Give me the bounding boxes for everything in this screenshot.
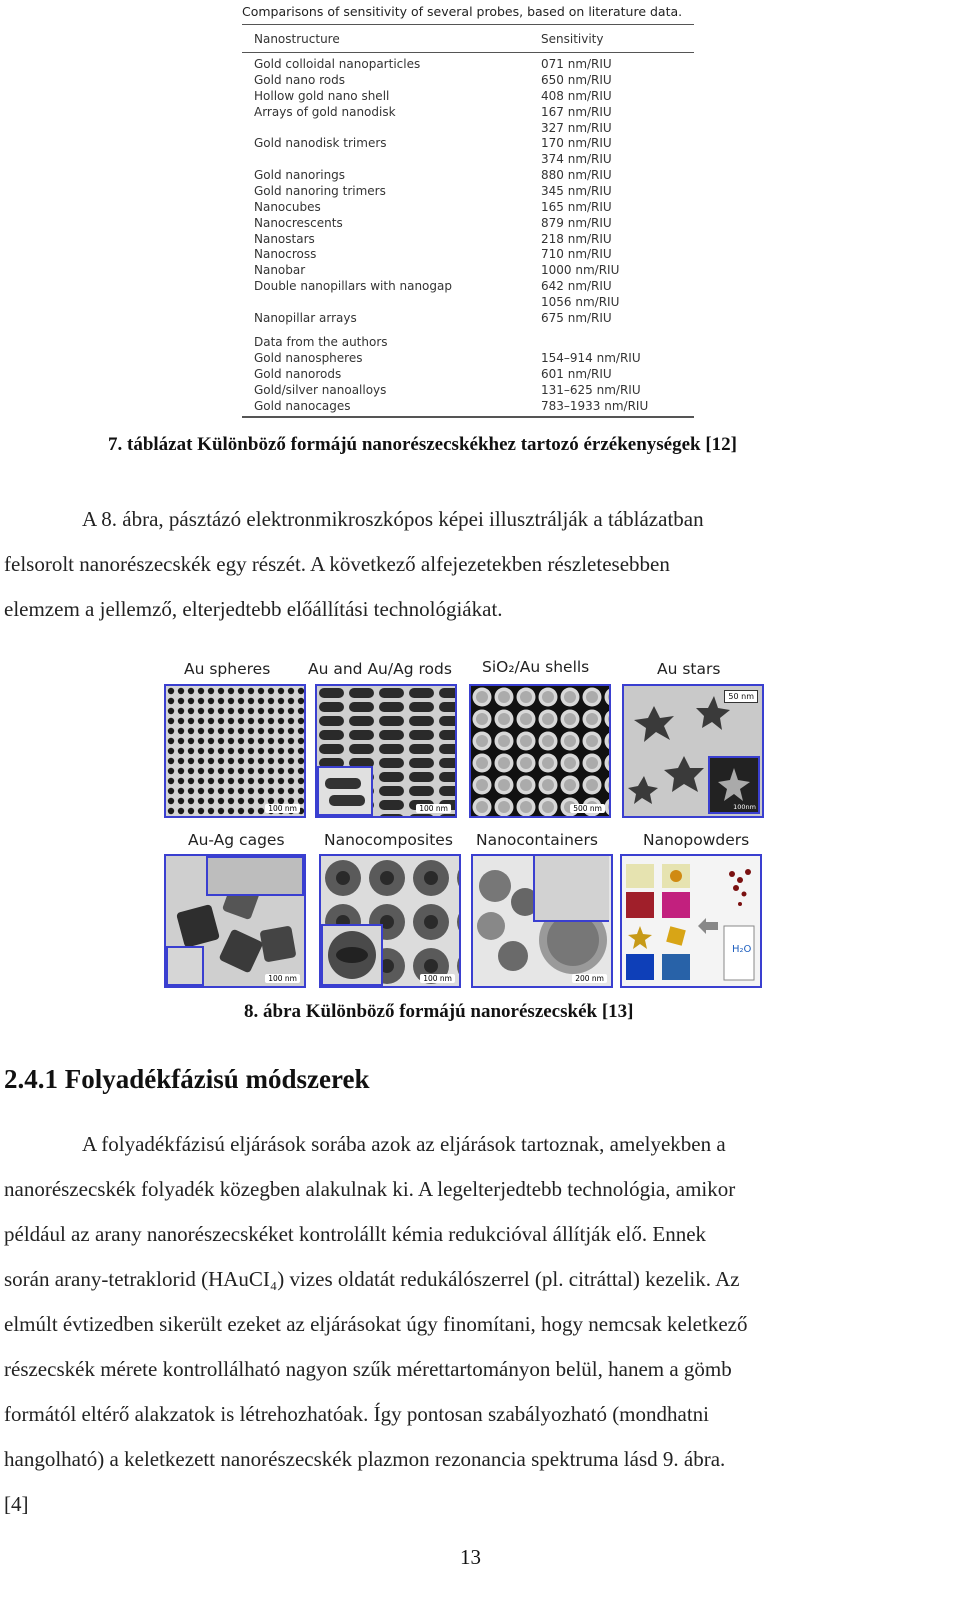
- rods-inset: [317, 766, 373, 816]
- table-cell-name: Nanobar: [254, 263, 306, 277]
- table-cell-value: 165 nm/RIU: [541, 200, 612, 214]
- table-cell-name: Nanopillar arrays: [254, 311, 357, 325]
- table-cell-name: Gold nano rods: [254, 73, 346, 87]
- nanocomposites-inset: [321, 924, 383, 986]
- table-cell-name: Nanocubes: [254, 200, 321, 214]
- panel-label-sio2-au-shells: SiO₂/Au shells: [482, 658, 590, 676]
- paragraph-liquid-phase: [4, 1122, 926, 1527]
- table-cell-value: 131–625 nm/RIU: [541, 383, 641, 397]
- table-cell-value: 601 nm/RIU: [541, 367, 612, 381]
- table-cell-name: Nanocross: [254, 247, 317, 261]
- table-cell-value: 408 nm/RIU: [541, 89, 612, 103]
- table-cell-name: Gold nanocages: [254, 399, 351, 413]
- table-cell-value: 642 nm/RIU: [541, 279, 612, 293]
- panel-label-nanocontainers: Nanocontainers: [476, 831, 598, 849]
- table-cell-value: 675 nm/RIU: [541, 311, 612, 325]
- table-cell-name: Nanostars: [254, 232, 315, 246]
- table-cell-value: 1056 nm/RIU: [541, 295, 620, 309]
- table-cell-value: 783–1933 nm/RIU: [541, 399, 649, 413]
- table-cell-name: Hollow gold nano shell: [254, 89, 390, 103]
- illustration-nanopowders: [620, 854, 762, 988]
- scale-bar-label: 100 nm: [416, 804, 451, 813]
- table-cell-name: Arrays of gold nanodisk: [254, 105, 396, 119]
- cages-inset-top: [206, 856, 304, 896]
- table-cell-value: 167 nm/RIU: [541, 105, 612, 119]
- table-cell-value: 327 nm/RIU: [541, 121, 612, 135]
- column-header-sensitivity: Sensitivity: [541, 32, 604, 46]
- nanocontainers-inset: [533, 856, 609, 922]
- panel-label-au-rods: Au and Au/Ag rods: [308, 660, 452, 678]
- micrograph-au-spheres: [164, 684, 306, 818]
- scale-bar-label: 100 nm: [420, 974, 455, 983]
- scale-bar-label: 100 nm: [265, 804, 300, 813]
- table-cell-name: Gold nanoring trimers: [254, 184, 386, 198]
- page-number: 13: [460, 1545, 481, 1569]
- column-header-nanostructure: Nanostructure: [254, 32, 340, 46]
- panel-label-au-spheres: Au spheres: [184, 660, 271, 678]
- table-caption: 7. táblázat Különböző formájú nanorészecskékhez tartozó érzékenységek [12]: [108, 434, 737, 455]
- paragraph-line: részecskék mérete kontrollálható nagyon szűk mérettartományon belül, hanem a gömb: [4, 1357, 732, 1381]
- table-cell-name: Gold colloidal nanoparticles: [254, 57, 421, 71]
- table-cell-value: 374 nm/RIU: [541, 152, 612, 166]
- scale-bar-label: 200 nm: [572, 974, 607, 983]
- table-title: Comparisons of sensitivity of several probes, based on literature data.: [242, 4, 683, 19]
- table-cell-value: 345 nm/RIU: [541, 184, 612, 198]
- paragraph-line: során arany-tetraklorid (HAuCI₄) vizes oldatát redukálószerrel (pl. citráttal) kezelik. Az: [4, 1267, 740, 1291]
- table-cell-name: Nanocrescents: [254, 216, 343, 230]
- table-cell-value: 1000 nm/RIU: [541, 263, 620, 277]
- scale-bar-label: 50 nm: [724, 690, 758, 703]
- paragraph-intro: [4, 497, 926, 632]
- table-section-heading: Data from the authors: [254, 335, 388, 349]
- micrograph-au-rods: [315, 684, 457, 818]
- nanoparticle-figure: [160, 652, 772, 988]
- table-cell-value: 218 nm/RIU: [541, 232, 612, 246]
- table-header-rule: [242, 52, 694, 53]
- table-cell-name: Gold nanorings: [254, 168, 346, 182]
- table-cell-name: Gold nanodisk trimers: [254, 136, 387, 150]
- scale-bar-label: 100nm: [733, 803, 756, 811]
- table-cell-value: 879 nm/RIU: [541, 216, 612, 230]
- scale-bar-label: 500 nm: [570, 804, 605, 813]
- panel-label-nanocomposites: Nanocomposites: [324, 831, 453, 849]
- table-cell-value: 880 nm/RIU: [541, 168, 612, 182]
- table-cell-value: 710 nm/RIU: [541, 247, 612, 261]
- micrograph-au-ag-cages: [164, 854, 306, 988]
- panel-label-au-stars: Au stars: [657, 660, 721, 678]
- table-cell-value: 154–914 nm/RIU: [541, 351, 641, 365]
- panel-label-au-ag-cages: Au-Ag cages: [188, 831, 285, 849]
- paragraph-line: A 8. ábra, pásztázó elektronmikroszkópos képei illusztrálják a táblázatban: [82, 507, 704, 531]
- cages-inset-bottom: [166, 946, 204, 986]
- micrograph-au-stars: [622, 684, 764, 818]
- paragraph-line: elmúlt évtizedben sikerült ezeket az eljárásokat úgy finomítani, hogy nemcsak keletkező: [4, 1312, 748, 1336]
- paragraph-line: felsorolt nanorészecskék egy részét. A következő alfejezetekben részletesebben: [4, 552, 670, 576]
- panel-label-nanopowders: Nanopowders: [643, 831, 750, 849]
- table-cell-name: Double nanopillars with nanogap: [254, 279, 452, 293]
- micrograph-sio2-au-shells: [469, 684, 611, 818]
- table-cell-value: 071 nm/RIU: [541, 57, 612, 71]
- paragraph-line: hangolható) a keletkezett nanorészecskék plazmon rezonancia spektruma lásd 9. ábra.: [4, 1447, 726, 1471]
- scale-bar-label: 100 nm: [265, 974, 300, 983]
- table-cell-name: Gold/silver nanoalloys: [254, 383, 387, 397]
- table-bottom-rule: [242, 416, 694, 418]
- micrograph-nanocontainers: [471, 854, 613, 988]
- micrograph-nanocomposites: [319, 854, 461, 988]
- table-cell-name: Gold nanospheres: [254, 351, 363, 365]
- sensitivity-table: [242, 4, 694, 418]
- paragraph-line: formától eltérő alakzatok is létrehozhatóak. Így pontosan szabályozható (mondhatni: [4, 1402, 710, 1426]
- table-cell-name: Gold nanorods: [254, 367, 342, 381]
- paragraph-line: A folyadékfázisú eljárások sorába azok az eljárások tartoznak, amelyekben a: [82, 1132, 726, 1156]
- section-heading: 2.4.1 Folyadékfázisú módszerek: [4, 1064, 370, 1094]
- paragraph-line: nanorészecskék folyadék közegben alakulnak ki. A legelterjedtebb technológia, amikor: [4, 1177, 736, 1201]
- paragraph-line: például az arany nanorészecskéket kontrolállt kémia redukcióval állítják elő. Ennek: [4, 1222, 707, 1246]
- stars-inset: [708, 756, 760, 814]
- paragraph-line: elemzem a jellemző, elterjedtebb előállítási technológiákat.: [4, 597, 503, 621]
- paragraph-line: [4]: [4, 1492, 29, 1516]
- figure-caption: 8. ábra Különböző formájú nanorészecskék [13]: [244, 1001, 634, 1022]
- table-top-rule: [242, 24, 694, 25]
- table-cell-value: 650 nm/RIU: [541, 73, 612, 87]
- table-cell-value: 170 nm/RIU: [541, 136, 612, 150]
- water-bottle-label: H₂O: [732, 944, 752, 955]
